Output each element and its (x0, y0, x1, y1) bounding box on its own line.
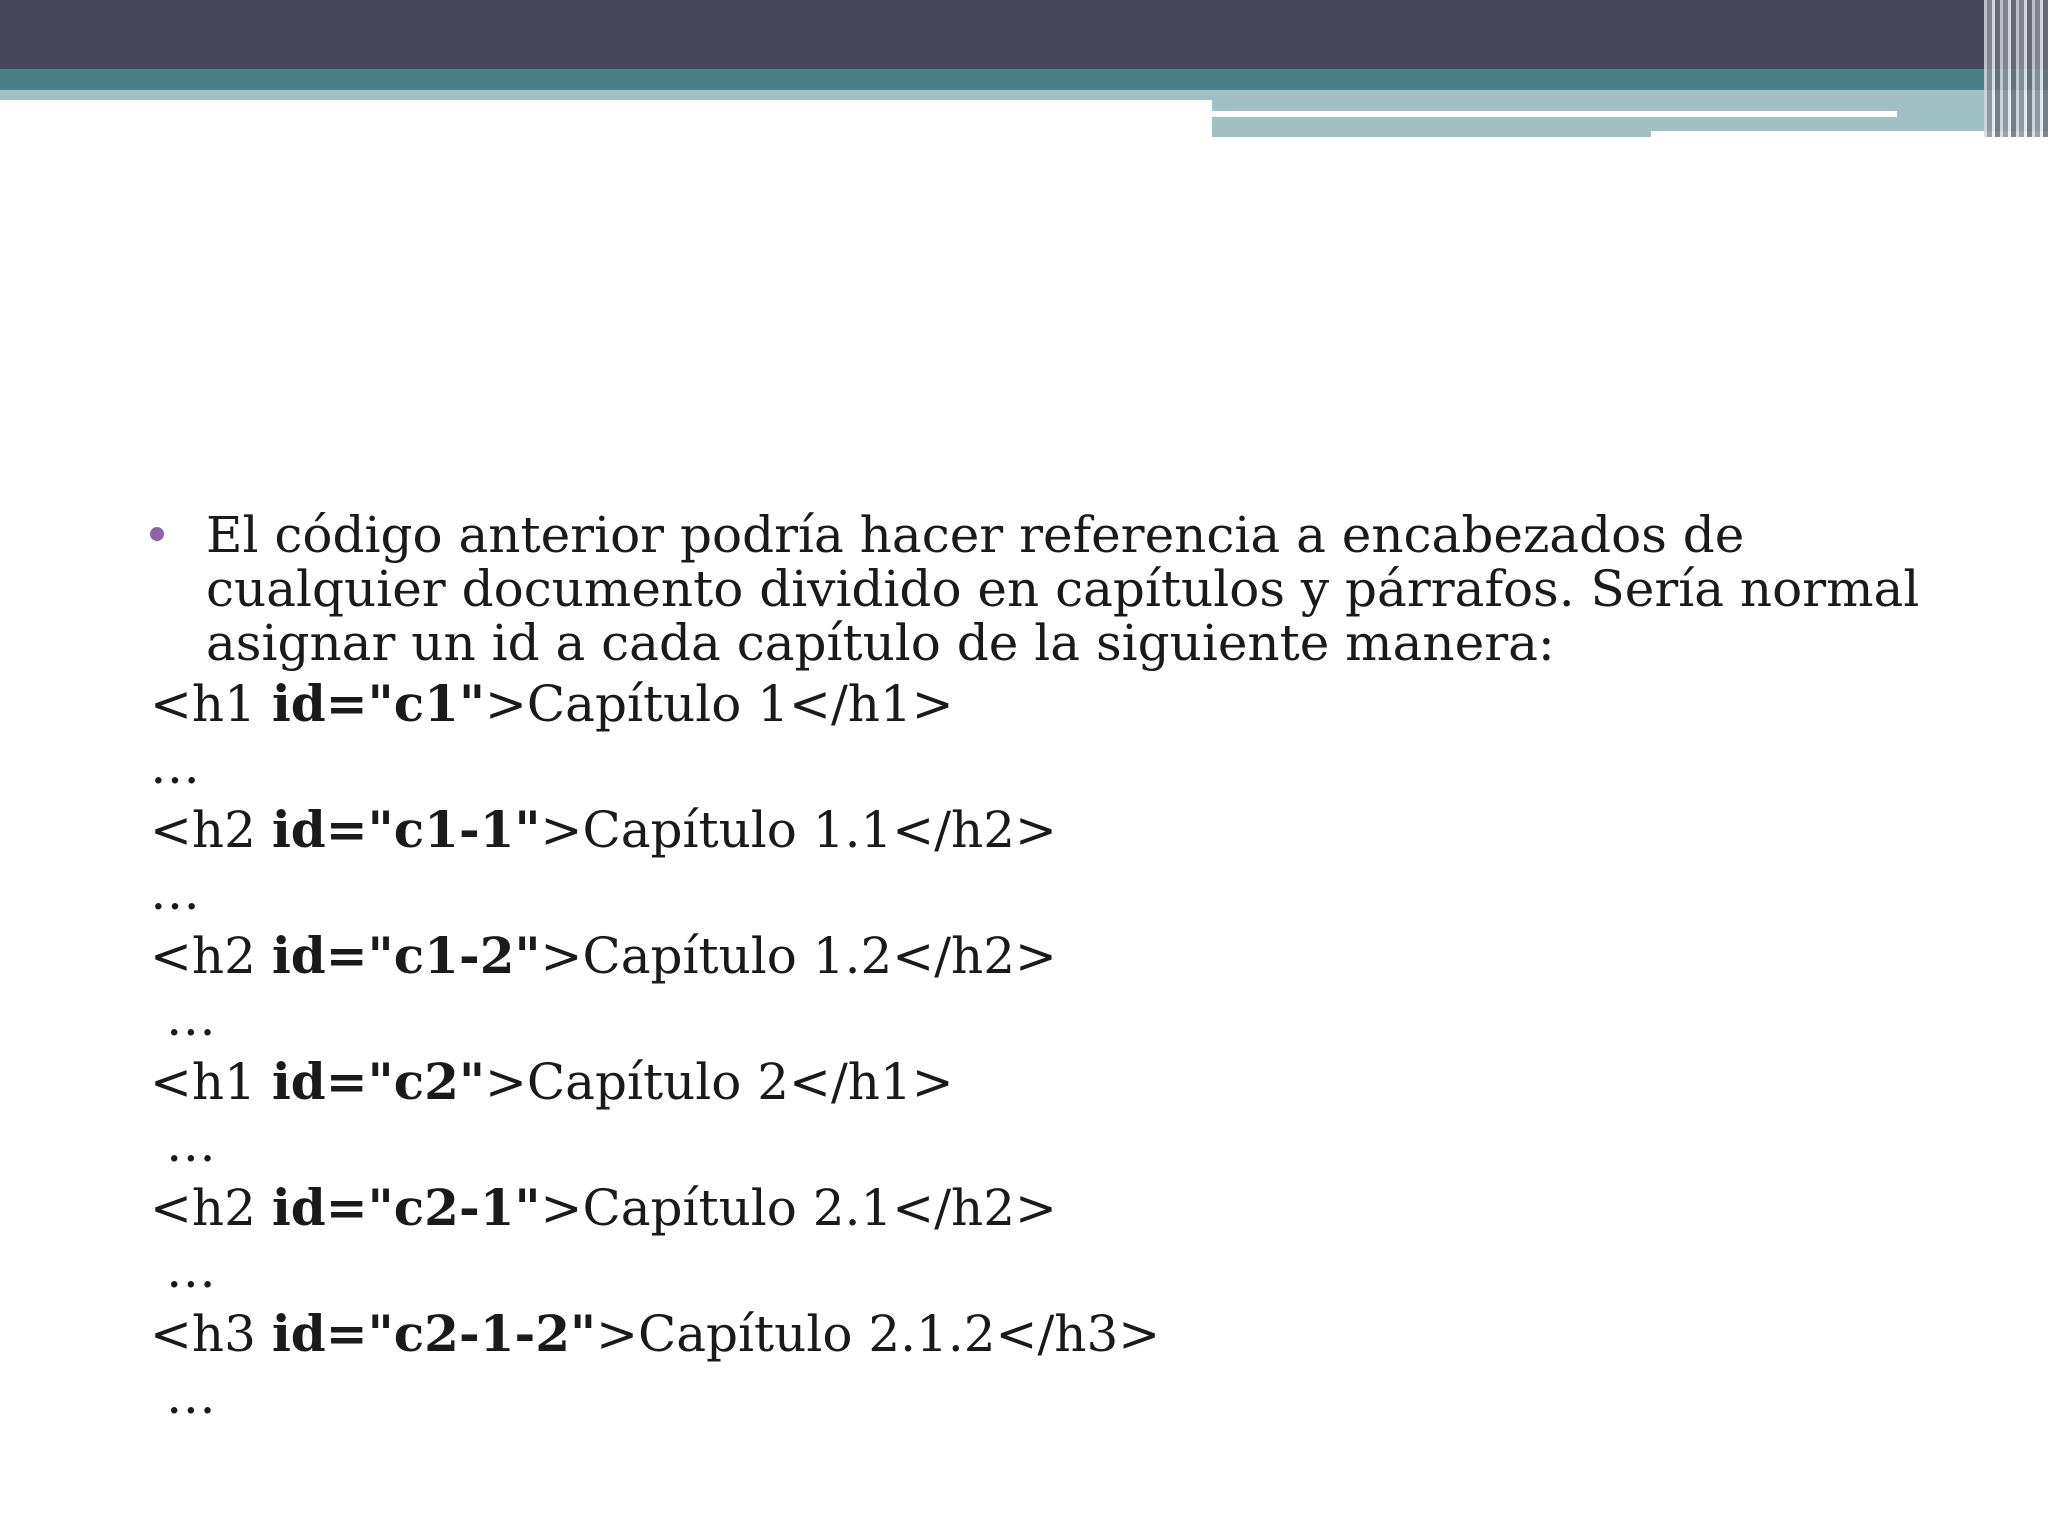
header-band-light-left (0, 90, 1212, 100)
code-line: <h2 id="c2-1">Capítulo 2.1</h2> (150, 1178, 1057, 1237)
code-line: <h3 id="c2-1-2">Capítulo 2.1.2</h3> (150, 1304, 1161, 1363)
ellipsis-line: … (150, 989, 216, 1047)
bullet-text: El código anterior podría hacer referencia a encabezados de cualquier documento dividido en capítulos y párrafos. Sería normal asignar un id a cada capítulo de la siguiente manera: (206, 506, 1920, 672)
ellipsis-line: … (150, 1241, 216, 1299)
ellipsis-line: … (150, 737, 200, 795)
ellipsis-line: … (150, 863, 200, 921)
code-line: <h1 id="c2">Capítulo 2</h1> (150, 1052, 954, 1111)
bullet-dot-icon (150, 527, 164, 541)
slide-content (150, 508, 1930, 1428)
header-band-teal (0, 69, 2048, 90)
ellipsis-line: … (150, 1367, 216, 1425)
code-line: <h1 id="c1">Capítulo 1</h1> (150, 674, 954, 733)
code-line: <h2 id="c1-1">Capítulo 1.1</h2> (150, 800, 1057, 859)
code-line: <h2 id="c1-2">Capítulo 1.2</h2> (150, 926, 1057, 985)
header-stripes-decoration (1984, 0, 2048, 137)
bullet-item (150, 508, 1930, 670)
ellipsis-line: … (150, 1115, 216, 1173)
header-band-dark (0, 0, 2048, 69)
code-block (150, 672, 1930, 1428)
header-white-line (1212, 111, 1897, 117)
